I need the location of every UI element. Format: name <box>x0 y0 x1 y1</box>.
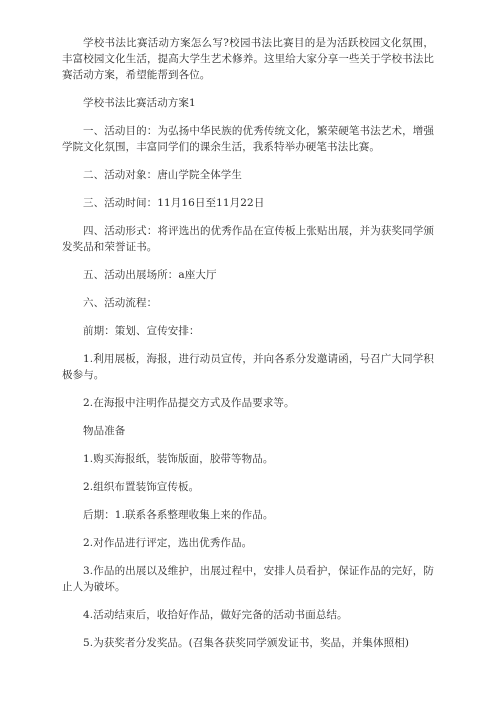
paragraph-materials: 物品准备 <box>83 425 126 437</box>
paragraph-early-stage: 前期：策划、宣传安排： <box>83 325 200 337</box>
paragraph-late-stage: 后期：1.联系各系整理收集上来的作品。 <box>83 509 274 521</box>
list-item: 4.活动结束后，收拾好作品，做好完备的活动书面总结。 <box>83 609 348 621</box>
list-item: 1.购买海报纸，装饰版面，胶带等物品。 <box>83 453 274 465</box>
paragraph-time: 三、活动时间：11月16日至11月22日 <box>83 197 265 209</box>
section-heading: 学校书法比赛活动方案1 <box>83 97 196 109</box>
list-item: 2.对作品进行评定，选出优秀作品。 <box>83 537 253 549</box>
paragraph-venue: 五、活动出展场所：a座大厅 <box>83 269 217 281</box>
document-body <box>62 35 434 663</box>
list-item: 5.为获奖者分发奖品。(召集各获奖同学颁发证书，奖品，并集体照相) <box>83 637 410 649</box>
list-item: 2.在海报中注明作品提交方式及作品要求等。 <box>83 397 295 409</box>
paragraph-audience: 二、活动对象：唐山学院全体学生 <box>83 169 242 181</box>
list-item: 2.组织布置装饰宣传板。 <box>83 481 200 493</box>
paragraph-purpose: 一、活动目的：为弘扬中华民族的优秀传统文化，繁荣硬笔书法艺术，增强学院文化氛围，丰富同学们的课余生活，我系特举办硬笔书法比赛。 <box>62 125 434 153</box>
list-item: 3.作品的出展以及维护，出展过程中，安排人员看护，保证作品的完好，防止人为破坏。 <box>62 565 434 593</box>
paragraph-format: 四、活动形式：将评选出的优秀作品在宣传板上张贴出展，并为获奖同学颁发奖品和荣誉证书。 <box>62 225 434 253</box>
list-item: 1.利用展板，海报，进行动员宣传，并向各系分发邀请函，号召广大同学积极参与。 <box>62 353 434 381</box>
paragraph-process: 六、活动流程： <box>83 297 158 309</box>
intro-paragraph: 学校书法比赛活动方案怎么写?校园书法比赛目的是为活跃校园文化氛围，丰富校园文化生活，提高大学生艺术修养。这里给大家分享一些关于学校书法比赛活动方案，希望能帮到各位。 <box>62 37 434 81</box>
